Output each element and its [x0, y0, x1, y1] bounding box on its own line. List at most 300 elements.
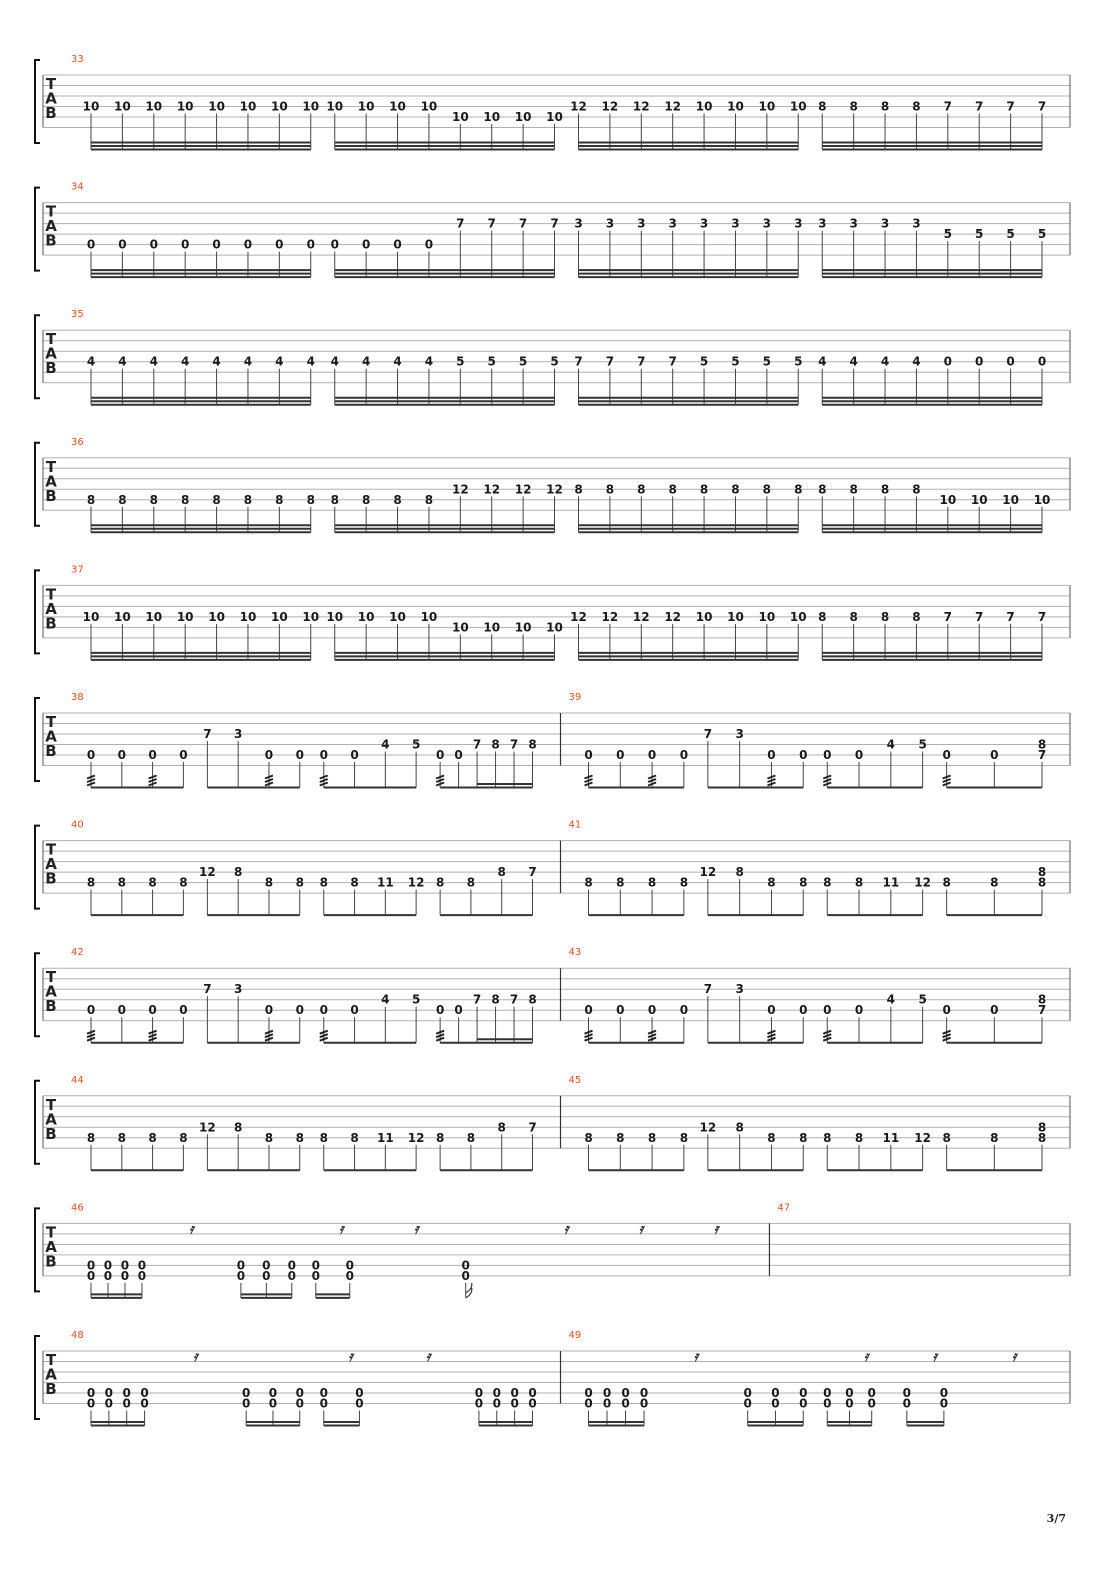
fret-number: 0	[942, 748, 951, 762]
fret-number: 0	[639, 1396, 649, 1411]
fret-number: 0	[393, 237, 402, 252]
fret-number: 8	[117, 1130, 126, 1145]
tremolo-mark	[943, 776, 951, 779]
fret-number: 7	[203, 982, 212, 997]
fret-number: 5	[411, 992, 421, 1007]
rest-symbol: 𝄿	[563, 1221, 569, 1238]
fret-number: 8	[117, 875, 126, 890]
fret-number: 5	[762, 354, 772, 369]
fret-number: 0	[179, 1003, 188, 1018]
fret-number: 8	[794, 482, 803, 497]
fret-number: 8	[799, 875, 808, 890]
rest-symbol: 𝄿	[425, 1349, 431, 1365]
fret-number: 4	[118, 354, 127, 369]
rest-symbol: 𝄿	[189, 1221, 194, 1238]
tremolo-mark	[767, 1031, 775, 1034]
fret-number: 5	[518, 354, 528, 369]
tremolo-mark	[436, 1034, 444, 1037]
fret-number: 8	[584, 1130, 593, 1145]
fret-number: 0	[148, 1003, 157, 1018]
fret-number: 3	[233, 982, 243, 997]
fret-number: 8	[637, 482, 646, 497]
fret-number: 0	[990, 1003, 999, 1018]
fret-number: 3	[731, 216, 740, 231]
tab-clef-letter: T	[45, 585, 57, 604]
fret-number: 11	[376, 875, 394, 890]
fret-number: 0	[454, 748, 463, 762]
bar-number: 43	[568, 947, 582, 959]
fret-number: 10	[420, 609, 438, 624]
tremolo-mark	[320, 1038, 328, 1041]
fret-number: 12	[199, 865, 216, 880]
fret-number: 0	[104, 1386, 114, 1400]
tremolo-mark	[265, 783, 273, 786]
fret-number: 10	[420, 99, 438, 114]
rest-symbol: 𝄿	[348, 1349, 353, 1365]
fret-number: 4	[849, 354, 858, 369]
fret-number: 0	[528, 1396, 537, 1411]
tremolo-mark	[648, 776, 656, 779]
fret-number: 0	[990, 748, 999, 762]
bar-number: 33	[71, 54, 84, 65]
tremolo-mark	[436, 776, 444, 779]
fret-number: 10	[514, 620, 532, 635]
fret-number: 8	[319, 1130, 328, 1145]
fret-number: 12	[199, 1120, 216, 1135]
fret-number: 12	[407, 1130, 425, 1145]
fret-number: 0	[584, 1386, 593, 1400]
tab-clef-letter: T	[45, 202, 57, 221]
fret-number: 0	[743, 1386, 752, 1400]
fret-number: 0	[179, 748, 188, 762]
tremolo-mark	[320, 1031, 328, 1034]
tremolo-mark	[648, 1038, 656, 1041]
tremolo-mark	[87, 1038, 95, 1041]
fret-number: 0	[616, 748, 625, 762]
tremolo-mark	[585, 1031, 593, 1034]
fret-number: 4	[275, 354, 284, 369]
system-bracket	[35, 60, 40, 143]
fret-number: 8	[818, 482, 827, 497]
fret-number: 7	[637, 354, 646, 369]
fret-number: 10	[514, 110, 532, 124]
bar-number: 37	[71, 564, 84, 576]
fret-number: 0	[867, 1396, 876, 1411]
fret-number: 7	[943, 99, 953, 114]
fret-number: 0	[295, 748, 304, 762]
fret-number: 8	[762, 482, 772, 497]
fret-number: 8	[179, 1130, 188, 1145]
fret-number: 0	[867, 1386, 876, 1400]
rest-symbol: 𝄿	[638, 1221, 644, 1238]
rest-symbol: 𝄿	[339, 1221, 344, 1238]
fret-number: 8	[616, 875, 625, 890]
tremolo-mark	[149, 1034, 157, 1037]
tab-clef-letter: A	[45, 982, 57, 1001]
fret-number: 4	[818, 354, 827, 369]
fret-number: 4	[381, 992, 390, 1007]
fret-number: 4	[886, 992, 896, 1007]
tremolo-mark	[767, 783, 775, 786]
fret-number: 8	[818, 99, 827, 114]
fret-number: 0	[264, 1003, 274, 1018]
fret-number: 0	[621, 1396, 630, 1411]
fret-number: 8	[854, 875, 864, 890]
fret-number: 0	[854, 748, 864, 762]
fret-number: 0	[771, 1396, 780, 1411]
tab-clef-letter: B	[45, 742, 57, 760]
fret-number: 10	[1002, 492, 1019, 507]
fret-number: 0	[350, 1003, 359, 1018]
fret-number: 0	[319, 1003, 328, 1018]
fret-number: 12	[451, 482, 469, 497]
fret-number: 0	[86, 1386, 96, 1400]
fret-number: 8	[699, 482, 709, 497]
bar-number: 39	[568, 692, 582, 703]
tab-clef-letter: B	[45, 486, 57, 505]
fret-number: 7	[472, 992, 482, 1007]
fret-number: 8	[731, 482, 740, 497]
rest-symbol: 𝄿	[713, 1221, 719, 1238]
fret-number: 0	[942, 1003, 951, 1018]
fret-number: 8	[330, 492, 339, 507]
fret-number: 7	[203, 727, 212, 741]
fret-number: 0	[137, 1268, 147, 1283]
tab-clef-letter: T	[45, 1351, 57, 1369]
bar-number: 38	[71, 692, 84, 703]
fret-number: 7	[1037, 748, 1047, 762]
fret-number: 3	[912, 216, 921, 231]
fret-number: 5	[794, 354, 803, 369]
tab-clef-letter: T	[45, 713, 57, 731]
fret-number: 8	[880, 609, 890, 624]
tab-clef-letter: A	[45, 727, 57, 746]
fret-number: 8	[491, 737, 500, 752]
fret-number: 8	[849, 99, 858, 114]
fret-number: 8	[179, 875, 188, 890]
fret-number: 12	[570, 99, 587, 114]
fret-number: 10	[451, 110, 469, 124]
rest-symbol: 𝄿	[414, 1221, 419, 1238]
fret-number: 8	[466, 1130, 476, 1145]
fret-number: 4	[880, 354, 890, 369]
tab-clef-letter: A	[45, 599, 57, 618]
tab-clef-letter: B	[45, 104, 57, 122]
fret-number: 0	[117, 748, 126, 762]
fret-number: 4	[149, 354, 158, 369]
tab-clef-letter: T	[45, 840, 57, 859]
tremolo-mark	[436, 1031, 444, 1034]
rest-symbol: 𝄿	[1012, 1349, 1017, 1365]
fret-number: 0	[799, 1003, 808, 1018]
tremolo-mark	[265, 1031, 273, 1034]
fret-number: 7	[487, 216, 496, 231]
fret-number: 7	[528, 865, 537, 880]
tremolo-mark	[648, 783, 656, 786]
fret-number: 8	[497, 865, 506, 880]
fret-number: 0	[86, 1268, 96, 1283]
fret-number: 0	[355, 1396, 364, 1411]
fret-number: 0	[355, 1386, 364, 1400]
tab-clef-letter: A	[45, 344, 57, 363]
fret-number: 8	[1037, 1130, 1047, 1145]
fret-number: 4	[306, 354, 315, 369]
system-bracket	[35, 1336, 40, 1419]
fret-number: 10	[326, 609, 344, 624]
tremolo-mark	[823, 1038, 831, 1041]
fret-number: 8	[849, 482, 858, 497]
fret-number: 10	[114, 99, 131, 114]
fret-number: 3	[880, 216, 890, 231]
fret-number: 8	[361, 492, 371, 507]
fret-number: 10	[302, 99, 320, 114]
fret-number: 8	[679, 1130, 689, 1145]
fret-number: 12	[407, 875, 425, 890]
fret-number: 0	[854, 1003, 864, 1018]
fret-number: 8	[528, 992, 537, 1007]
fret-number: 8	[306, 492, 315, 507]
fret-number: 7	[528, 1120, 537, 1135]
fret-number: 8	[424, 492, 434, 507]
fret-number: 8	[818, 609, 827, 624]
fret-number: 11	[882, 875, 900, 890]
system-bracket	[35, 1208, 40, 1291]
fret-number: 0	[528, 1386, 537, 1400]
fret-number: 10	[271, 99, 288, 114]
fret-number: 8	[880, 99, 890, 114]
fret-number: 0	[621, 1386, 630, 1400]
fret-number: 8	[990, 875, 999, 890]
fret-number: 0	[474, 1386, 484, 1400]
tremolo-mark	[149, 1038, 157, 1041]
fret-number: 10	[970, 492, 988, 507]
fret-number: 0	[435, 1003, 445, 1018]
rest-symbol: 𝄿	[693, 1349, 699, 1365]
fret-number: 10	[695, 609, 713, 624]
fret-number: 7	[518, 216, 528, 231]
fret-number: 5	[918, 737, 927, 752]
fret-number: 8	[767, 1130, 776, 1145]
system-bracket	[35, 1081, 40, 1164]
fret-number: 7	[574, 354, 583, 369]
fret-number: 5	[975, 227, 984, 242]
fret-number: 0	[241, 1396, 251, 1411]
fret-number: 10	[208, 609, 225, 624]
fret-number: 7	[550, 216, 559, 231]
fret-number: 12	[632, 609, 650, 624]
fret-number: 0	[345, 1258, 354, 1273]
tremolo-mark	[585, 779, 593, 782]
fret-number: 8	[275, 492, 284, 507]
tremolo-mark	[265, 779, 273, 782]
fret-number: 4	[212, 354, 221, 369]
fret-number: 0	[212, 237, 221, 252]
fret-number: 8	[148, 875, 157, 890]
fret-number: 0	[86, 237, 96, 252]
fret-number: 8	[491, 992, 500, 1007]
tab-clef-letter: A	[45, 1110, 57, 1129]
fret-number: 0	[584, 1396, 593, 1411]
fret-number: 8	[823, 1130, 832, 1145]
fret-number: 7	[1037, 99, 1047, 114]
fret-number: 7	[509, 737, 519, 752]
fret-number: 0	[975, 354, 984, 369]
fret-number: 0	[823, 1396, 832, 1411]
tab-clef-letter: B	[45, 997, 57, 1016]
fret-number: 4	[381, 737, 390, 752]
tab-clef-letter: B	[45, 1252, 57, 1271]
tremolo-mark	[767, 1034, 775, 1037]
bar-number: 48	[71, 1330, 84, 1341]
fret-number: 0	[799, 1396, 808, 1411]
tab-clef-letter: T	[45, 1223, 57, 1242]
tremolo-mark	[648, 779, 656, 782]
fret-number: 0	[435, 748, 445, 762]
fret-number: 0	[268, 1396, 278, 1411]
fret-number: 0	[122, 1386, 131, 1400]
fret-number: 7	[1037, 609, 1047, 624]
fret-number: 0	[461, 1258, 470, 1273]
tab-clef-letter: B	[45, 231, 57, 250]
tremolo-mark	[87, 783, 95, 786]
fret-number: 5	[1037, 227, 1047, 242]
fret-number: 12	[601, 99, 619, 114]
bar-number: 44	[71, 1074, 84, 1086]
fret-number: 12	[664, 99, 682, 114]
tremolo-mark	[87, 776, 95, 779]
fret-number: 0	[275, 237, 284, 252]
fret-number: 10	[389, 99, 406, 114]
fret-number: 12	[601, 609, 619, 624]
fret-number: 12	[483, 482, 501, 497]
fret-number: 8	[118, 492, 127, 507]
tremolo-mark	[648, 1031, 656, 1034]
tremolo-mark	[943, 1031, 951, 1034]
fret-number: 12	[546, 482, 563, 497]
bar-number: 47	[777, 1202, 791, 1214]
fret-number: 0	[823, 1386, 832, 1400]
fret-number: 10	[145, 609, 163, 624]
rest-symbol: 𝄿	[932, 1349, 937, 1365]
system-bracket	[35, 315, 40, 398]
fret-number: 8	[233, 1120, 243, 1135]
fret-number: 0	[262, 1268, 271, 1283]
fret-number: 0	[330, 237, 339, 252]
fret-number: 0	[319, 1386, 328, 1400]
fret-number: 8	[767, 875, 776, 890]
fret-number: 11	[882, 1130, 900, 1145]
fret-number: 0	[799, 1386, 808, 1400]
fret-number: 0	[679, 1003, 689, 1018]
tremolo-mark	[436, 779, 444, 782]
tremolo-mark	[320, 779, 328, 782]
tremolo-mark	[87, 1034, 95, 1037]
fret-number: 0	[361, 237, 371, 252]
fret-number: 0	[679, 748, 689, 762]
tab-clef-letter: T	[45, 968, 57, 987]
fret-number: 10	[789, 609, 807, 624]
tab-clef-letter: T	[45, 1095, 57, 1114]
tremolo-mark	[585, 1038, 593, 1041]
fret-number: 8	[393, 492, 402, 507]
fret-number: 10	[239, 99, 257, 114]
fret-number: 0	[86, 1258, 96, 1273]
fret-number: 10	[357, 609, 375, 624]
system-bracket	[35, 698, 40, 781]
fret-number: 7	[1037, 1003, 1047, 1018]
tremolo-mark	[320, 1034, 328, 1037]
fret-number: 0	[120, 1258, 130, 1273]
fret-number: 3	[735, 727, 744, 741]
fret-number: 0	[943, 354, 953, 369]
fret-number: 8	[912, 482, 921, 497]
fret-number: 3	[794, 216, 803, 231]
fret-number: 10	[758, 609, 776, 624]
fret-number: 12	[699, 1120, 717, 1135]
fret-number: 10	[357, 99, 375, 114]
fret-number: 0	[295, 1003, 304, 1018]
tab-clef-letter: T	[45, 330, 57, 349]
tremolo-mark	[823, 1031, 831, 1034]
fret-number: 4	[886, 737, 896, 752]
fret-number: 0	[103, 1258, 113, 1273]
fret-number: 8	[350, 875, 359, 890]
tremolo-mark	[648, 1034, 656, 1037]
fret-number: 8	[295, 875, 304, 890]
bar-number: 46	[71, 1202, 84, 1214]
fret-number: 4	[424, 354, 434, 369]
fret-number: 8	[1037, 865, 1047, 880]
fret-number: 8	[799, 1130, 808, 1145]
fret-number: 0	[823, 748, 832, 762]
fret-number: 0	[454, 1003, 463, 1018]
fret-number: 8	[647, 875, 657, 890]
fret-number: 8	[528, 737, 537, 752]
tremolo-mark	[149, 1031, 157, 1034]
fret-number: 3	[818, 216, 827, 231]
system-bracket	[35, 188, 40, 271]
fret-number: 8	[823, 875, 832, 890]
fret-number: 8	[212, 492, 221, 507]
fret-number: 8	[990, 1130, 999, 1145]
tab-clef-letter: T	[45, 75, 57, 93]
fret-number: 5	[1006, 227, 1015, 242]
fret-number: 0	[311, 1268, 320, 1283]
tremolo-mark	[149, 779, 157, 782]
fret-number: 0	[236, 1268, 246, 1283]
fret-number: 0	[149, 237, 158, 252]
fret-number: 8	[319, 875, 328, 890]
fret-number: 7	[605, 354, 615, 369]
fret-number: 5	[918, 992, 927, 1007]
fret-number: 0	[845, 1396, 854, 1411]
fret-number: 0	[767, 1003, 776, 1018]
tremolo-mark	[823, 776, 831, 779]
fret-number: 5	[699, 354, 709, 369]
tremolo-mark	[585, 1034, 593, 1037]
bar-number: 49	[568, 1330, 582, 1341]
fret-number: 8	[605, 482, 615, 497]
fret-number: 0	[902, 1386, 912, 1400]
tremolo-mark	[585, 783, 593, 786]
fret-number: 10	[114, 609, 131, 624]
fret-number: 7	[943, 609, 953, 624]
tremolo-mark	[943, 1034, 951, 1037]
fret-number: 10	[546, 620, 563, 635]
tremolo-mark	[149, 776, 157, 779]
fret-number: 8	[466, 875, 476, 890]
fret-number: 10	[176, 609, 194, 624]
